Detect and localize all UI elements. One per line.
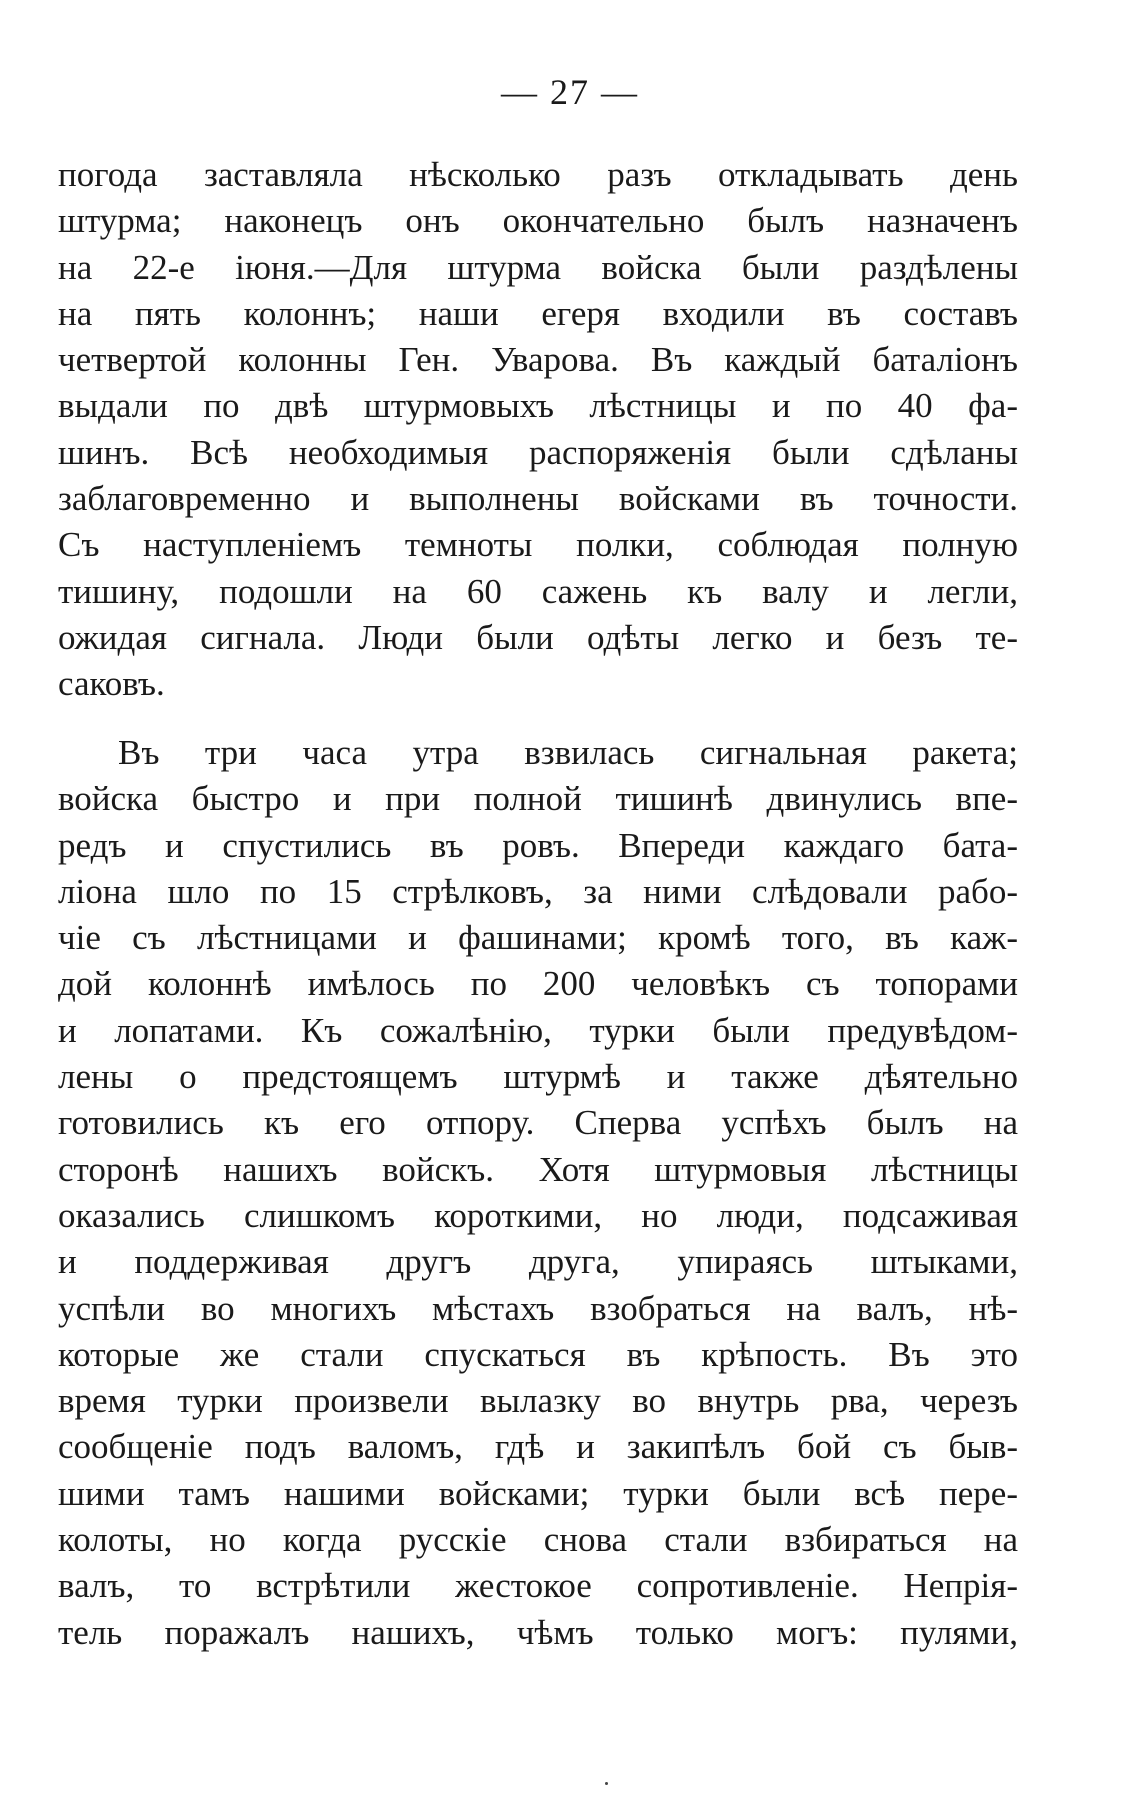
page-number: — 27 —: [501, 72, 639, 112]
text-line: саковъ.: [58, 664, 165, 704]
text-line: лены о предстоящемъ штурмѣ и также дѣятельно: [58, 1057, 1018, 1097]
text-line: войска быстро и при полной тишинѣ двинулись впе-: [58, 779, 1018, 819]
text-line: готовились къ его отпору. Сперва успѣхъ былъ на: [58, 1103, 1018, 1143]
text-line: редъ и спустились въ ровъ. Впереди каждаго бата-: [58, 825, 1018, 865]
text-line: на пять колоннъ; наши егеря входили въ составъ: [58, 293, 1018, 333]
text-line: оказались слишкомъ короткими, но люди, подсаживая: [58, 1195, 1018, 1235]
text-line: дой колоннѣ имѣлось по 200 человѣкъ съ топорами: [58, 964, 1018, 1004]
paragraph-2: [58, 730, 1018, 1656]
text-line: и поддерживая другъ друга, упираясь штыками,: [58, 1242, 1018, 1282]
text-line: Съ наступленіемъ темноты полки, соблюдая полную: [58, 525, 1018, 565]
text-line: время турки произвели вылазку во внутрь рва, черезъ: [58, 1381, 1018, 1421]
text-line: ожидая сигнала. Люди были одѣты легко и безъ те-: [58, 617, 1018, 657]
text-line: колоты, но когда русскіе снова стали взбираться на: [58, 1520, 1018, 1560]
text-line: сторонѣ нашихъ войскъ. Хотя штурмовыя лѣстницы: [58, 1149, 1018, 1189]
text-line: тишину, подошли на 60 сажень къ валу и легли,: [58, 571, 1018, 611]
text-line: ліона шло по 15 стрѣлковъ, за ними слѣдовали рабо-: [58, 871, 1018, 911]
text-line: выдали по двѣ штурмовыхъ лѣстницы и по 40 фа-: [58, 386, 1018, 426]
text-line: валъ, то встрѣтили жестокое сопротивленіе. Непрія-: [58, 1566, 1018, 1606]
text-line: погода заставляла нѣсколько разъ откладывать день: [58, 155, 1018, 194]
text-line: чіе съ лѣстницами и фашинами; кромѣ того, въ каж-: [58, 918, 1018, 958]
text-line: шинъ. Всѣ необходимыя распоряженія были сдѣланы: [58, 432, 1018, 472]
paragraph-1: [58, 152, 1018, 708]
text-line: которые же стали спускаться въ крѣпость. Въ это: [58, 1334, 1018, 1374]
text-line: шими тамъ нашими войсками; турки были всѣ пере-: [58, 1473, 1018, 1513]
text-line: заблаговременно и выполнены войсками въ точности.: [58, 479, 1018, 519]
text-line: четвертой колонны Ген. Уварова. Въ каждый баталіонъ: [58, 340, 1018, 380]
text-line: штурма; наконецъ онъ окончательно былъ назначенъ: [58, 201, 1018, 241]
print-speck: [605, 1782, 608, 1785]
text-line: сообщеніе подъ валомъ, гдѣ и закипѣлъ бой съ быв-: [58, 1427, 1018, 1467]
text-line: и лопатами. Къ сожалѣнію, турки были предувѣдом-: [58, 1010, 1018, 1050]
text-line: тель поражалъ нашихъ, чѣмъ только могъ: пулями,: [58, 1612, 1018, 1652]
text-line: на 22-е іюня.—Для штурма войска были раздѣлены: [58, 247, 1018, 287]
text-line: Въ три часа утра взвилась сигнальная ракета;: [118, 733, 1018, 772]
text-line: успѣли во многихъ мѣстахъ взобраться на валъ, нѣ-: [58, 1288, 1018, 1328]
